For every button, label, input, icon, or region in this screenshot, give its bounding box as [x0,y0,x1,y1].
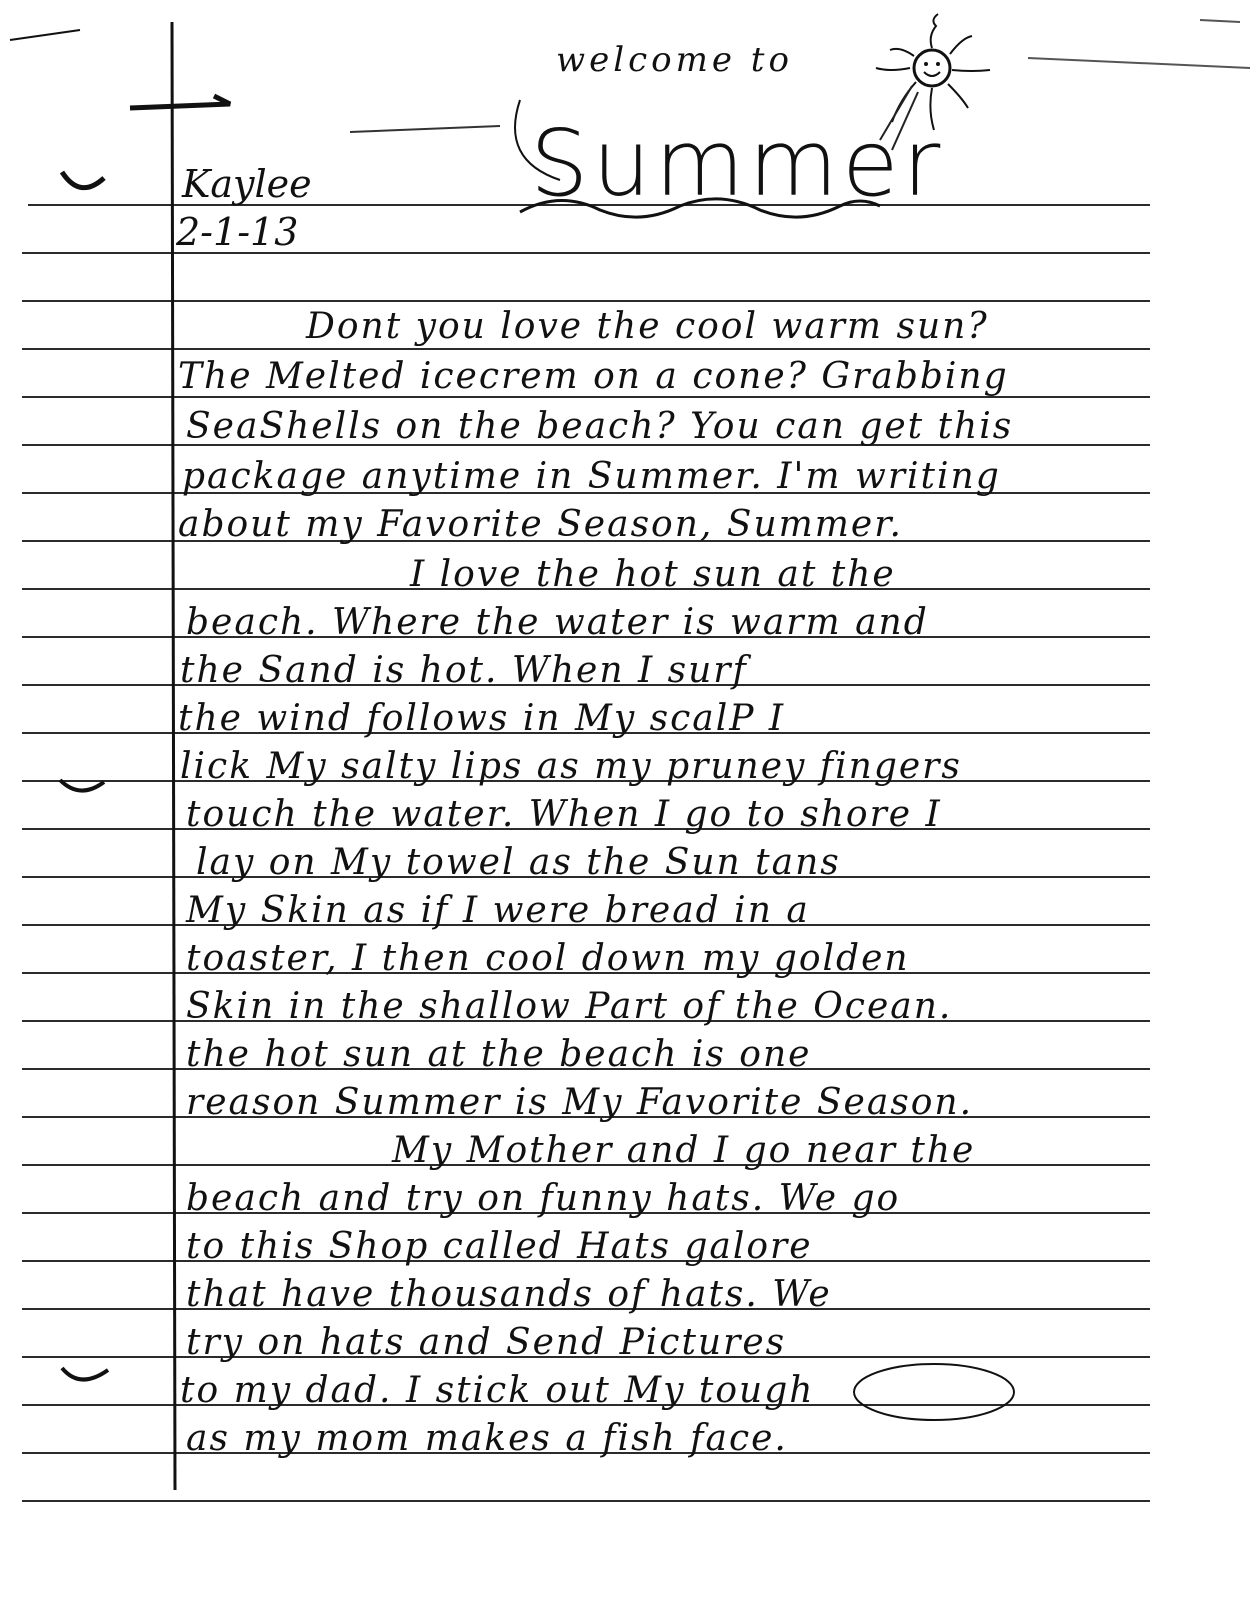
title-big: Summer [530,110,945,217]
essay-line: the hot sun at the beach is one [186,1034,812,1075]
essay-line: Dont you love the cool warm sun? [306,306,989,347]
essay-line: as my mom makes a fish face. [186,1418,788,1459]
essay-line: SeaShells on the beach? You can get this [186,406,1014,447]
author-name: Kaylee [182,162,312,206]
essay-line: to this Shop called Hats galore [186,1226,813,1267]
essay-line: reason Summer is My Favorite Season. [186,1082,974,1123]
essay-line: Skin in the shallow Part of the Ocean. [186,986,953,1027]
essay-line: about my Favorite Season, Summer. [178,504,903,545]
essay-line: toaster, I then cool down my golden [186,938,910,979]
essay-line: My Skin as if I were bread in a [186,890,810,931]
essay-line: My Mother and I go near the [392,1130,976,1171]
essay-line: beach and try on funny hats. We go [186,1178,901,1219]
essay-line: lick My salty lips as my pruney fingers [180,746,962,787]
essay-line: the wind follows in My scalP I [178,698,786,739]
essay-line: try on hats and Send Pictures [186,1322,787,1363]
essay-line: package anytime in Summer. I'm writing [182,456,1001,497]
essay-line: beach. Where the water is warm and [186,602,929,643]
essay-line: lay on My towel as the Sun tans [196,842,841,883]
essay-line: touch the water. When I go to shore I [186,794,942,835]
essay-line: The Melted icecrem on a cone? Grabbing [178,356,1009,397]
date: 2-1-13 [176,210,299,254]
essay-line: that have thousands of hats. We [186,1274,832,1315]
essay-line: I love the hot sun at the [410,554,896,595]
essay-line: the Sand is hot. When I surf [180,650,748,691]
essay-line: to my dad. I stick out My tough [180,1370,815,1411]
title-small: welcome to [556,40,793,80]
